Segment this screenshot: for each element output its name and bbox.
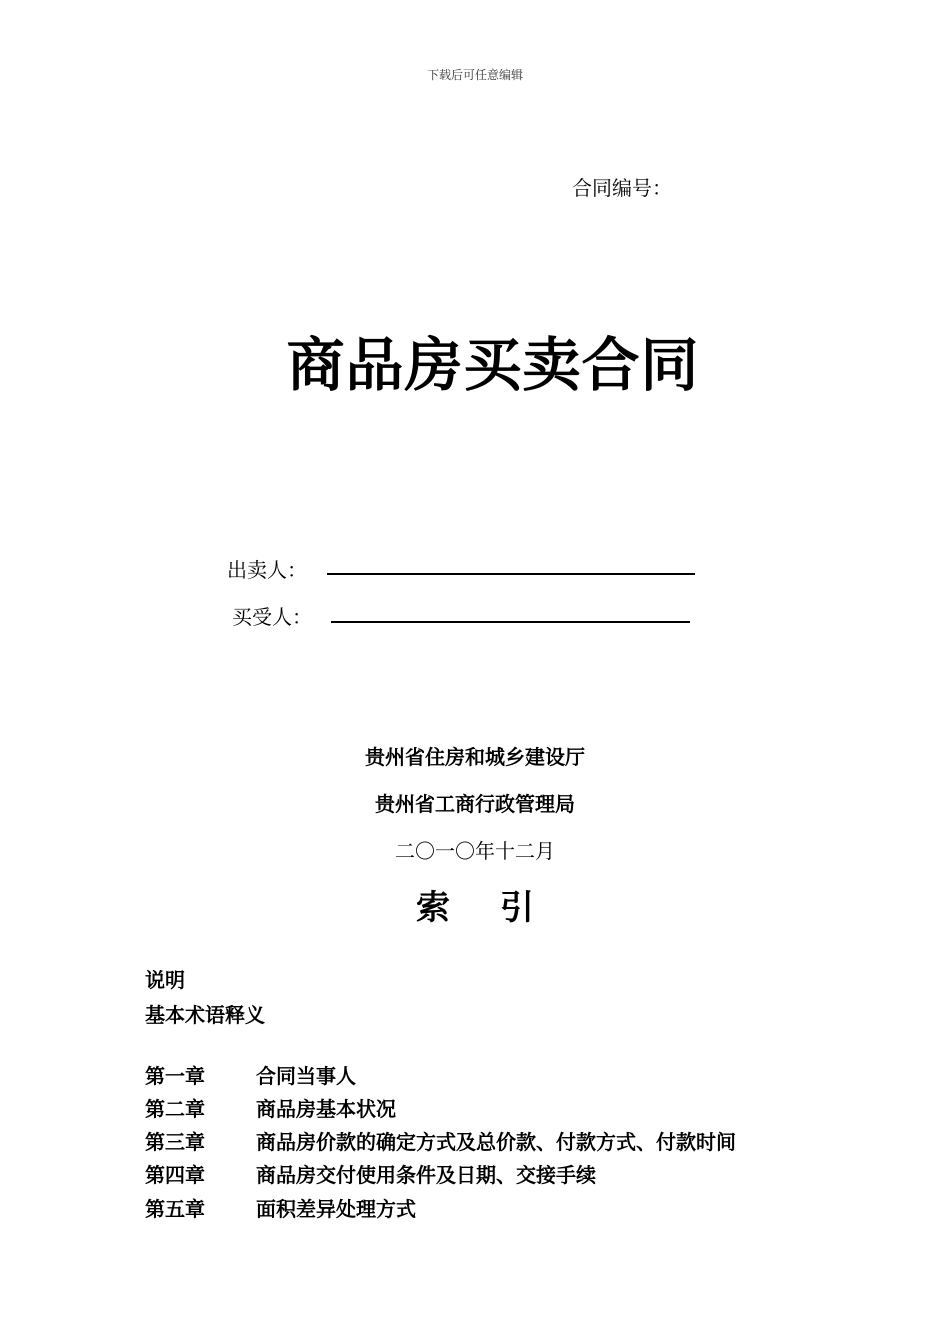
issuer-housing-department: 贵州省住房和城乡建设厅 — [365, 745, 585, 769]
chapter-name: 商品房基本状况 — [256, 1097, 396, 1121]
chapter-number: 第二章 — [145, 1097, 205, 1121]
chapter-number: 第五章 — [145, 1197, 205, 1221]
chapter-name: 商品房交付使用条件及日期、交接手续 — [256, 1163, 596, 1187]
index-title: 索引 — [416, 888, 584, 928]
issue-date: 二〇一〇年十二月 — [395, 839, 555, 863]
index-chapter-row — [145, 1159, 596, 1188]
document-title: 商品房买卖合同 — [286, 331, 700, 399]
index-chapter-row — [145, 1093, 396, 1122]
chapter-name: 面积差异处理方式 — [256, 1197, 416, 1221]
index-chapter-row — [145, 1060, 356, 1089]
chapter-number: 第四章 — [145, 1163, 205, 1187]
chapter-name: 合同当事人 — [256, 1064, 356, 1088]
buyer-blank-line — [331, 621, 690, 623]
index-chapter-row — [145, 1126, 736, 1155]
index-item-explanation: 说明 — [145, 968, 185, 992]
chapter-name: 商品房价款的确定方式及总价款、付款方式、付款时间 — [256, 1130, 736, 1154]
chapter-number: 第三章 — [145, 1130, 205, 1154]
header-note: 下载后可任意编辑 — [426, 68, 523, 82]
index-item-terms: 基本术语释义 — [145, 1003, 265, 1027]
seller-label: 出卖人： — [227, 558, 307, 582]
issuer-commerce-bureau: 贵州省工商行政管理局 — [375, 792, 575, 816]
seller-blank-line — [327, 573, 695, 575]
index-chapter-row — [145, 1193, 416, 1222]
chapter-number: 第一章 — [145, 1064, 205, 1088]
contract-number-label: 合同编号： — [572, 176, 672, 200]
buyer-label: 买受人： — [232, 605, 312, 629]
